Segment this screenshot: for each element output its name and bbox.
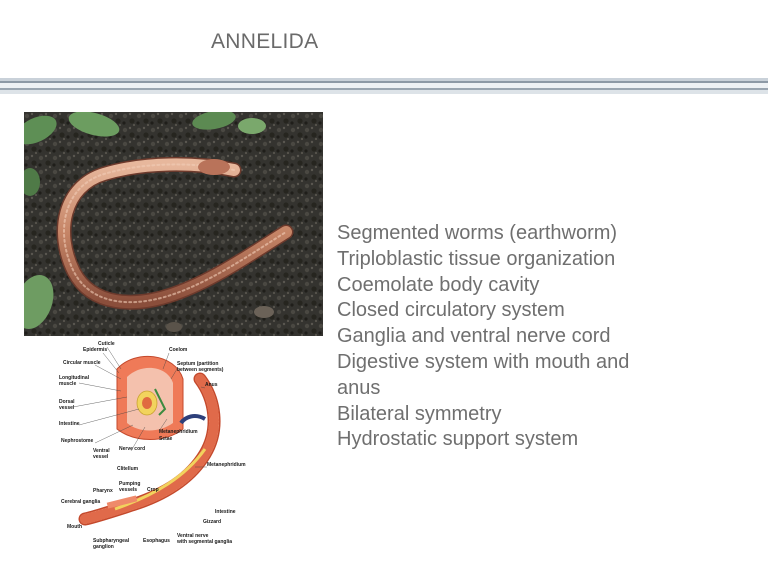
list-item: Segmented worms (earthworm) [337, 222, 618, 244]
label-setae: Setae [159, 436, 173, 442]
label-cerebral-ganglia: Cerebral ganglia [61, 499, 101, 505]
label-intestine-bottom: Intestine [215, 509, 236, 515]
label-ventral-2: vessel [93, 454, 109, 460]
label-clitellum: Clitellum [117, 466, 139, 472]
label-subpharyngeal-1: Subpharyngeal [93, 538, 130, 544]
list-item: Coemolate body cavity [337, 273, 540, 296]
list-item: Closed circulatory system [337, 299, 565, 322]
list-item: Triploblastic tissue organization [337, 247, 616, 270]
label-nephrostome: Nephrostome [61, 438, 94, 444]
label-cuticle: Cuticle [98, 341, 115, 347]
label-intestine-top: Intestine [59, 421, 80, 427]
label-pharynx: Pharynx [93, 488, 113, 494]
label-circular-muscle: Circular muscle [63, 360, 101, 366]
label-crop: Crop [147, 487, 159, 493]
label-ventral-nerve-2: with segmental ganglia [177, 539, 233, 545]
list-item: Digestive system with mouth and [337, 350, 630, 373]
list-item: Hydrostatic support system [337, 428, 579, 451]
label-mouth: Mouth [67, 524, 82, 530]
label-ventral-1: Ventral [93, 448, 110, 454]
earthworm-anatomy-diagram [55, 339, 255, 553]
label-dorsal-2: vessel [59, 405, 75, 411]
earthworm-photo [24, 112, 323, 336]
label-esophagus: Esophagus [143, 538, 170, 544]
slide-title: ANNELIDA [211, 30, 319, 53]
label-metanephridium-right: Metanephridium [207, 462, 246, 468]
label-nerve-cord: Nerve cord [119, 446, 146, 452]
label-coelom: Coelom [169, 347, 188, 353]
label-septum-2: between segments) [177, 367, 224, 373]
feature-list [337, 221, 697, 453]
label-longitudinal-2: muscle [59, 381, 77, 387]
label-anus: Anus [205, 382, 218, 388]
label-metanephridium-top: Metanephridium [159, 429, 198, 435]
label-epidermis: Epidermis [83, 347, 108, 353]
list-item: Bilateral symmetry [337, 402, 502, 425]
label-ventral-nerve-1: Ventral nerve [177, 533, 209, 539]
label-septum-1: Septum (partition [177, 361, 219, 367]
label-pumping-1: Pumping [119, 481, 141, 487]
label-dorsal-1: Dorsal [59, 399, 75, 405]
list-item: Ganglia and ventral nerve cord [337, 325, 611, 348]
list-item: anus [337, 376, 381, 399]
label-subpharyngeal-2: ganglion [93, 544, 114, 550]
label-gizzard: Gizzard [203, 519, 222, 525]
header-rule [0, 78, 768, 96]
label-pumping-2: vessels [119, 487, 138, 493]
label-longitudinal-1: Longitudinal [59, 375, 89, 381]
